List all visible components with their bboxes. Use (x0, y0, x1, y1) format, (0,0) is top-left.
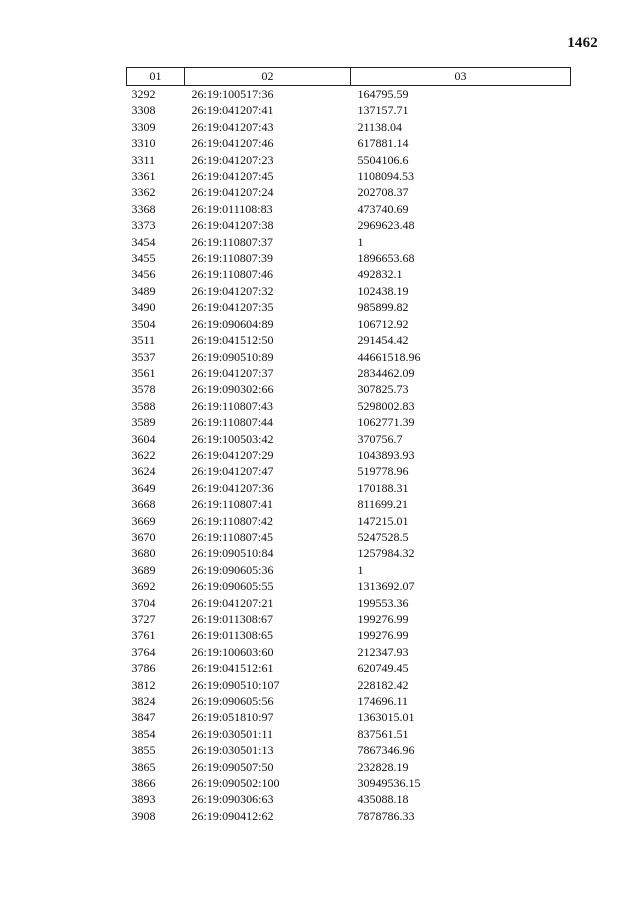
cell-value: 1257984.32 (357, 546, 415, 561)
cell-id: 3310 (131, 136, 156, 151)
cell-value: 519778.96 (357, 464, 409, 479)
cell-value: 811699.21 (357, 497, 409, 512)
cell-cadastral-number: 26:19:041207:41 (191, 103, 274, 118)
cell-id: 3624 (131, 464, 156, 479)
table-row (127, 742, 571, 758)
table-row (127, 677, 571, 693)
cell-id: 3489 (131, 283, 156, 298)
table-row (127, 726, 571, 742)
cell-value: 617881.14 (357, 136, 409, 151)
column-header-01: 01 (127, 68, 185, 86)
cell-value: 1313692.07 (357, 579, 415, 594)
table-row (127, 595, 571, 611)
cell-cadastral-number: 26:19:041207:46 (191, 136, 274, 151)
table-row (127, 86, 571, 103)
cell-cadastral-number: 26:19:041207:32 (191, 283, 274, 298)
cell-cadastral-number: 26:19:041207:38 (191, 218, 274, 233)
cell-id: 3670 (131, 529, 156, 544)
cell-id: 3361 (131, 169, 156, 184)
table-row (127, 299, 571, 315)
cell-value: 1896653.68 (357, 251, 415, 266)
cell-cadastral-number: 26:19:041207:47 (191, 464, 274, 479)
cell-value: 30949536.15 (357, 776, 421, 791)
table-body (127, 86, 571, 825)
data-table (126, 67, 571, 824)
cell-value: 2969623.48 (357, 218, 415, 233)
table-row (127, 791, 571, 807)
table-row (127, 168, 571, 184)
cell-value: 232828.19 (357, 759, 409, 774)
table-row (127, 152, 571, 168)
cell-id: 3292 (131, 87, 156, 101)
cell-cadastral-number: 26:19:090605:56 (191, 694, 274, 709)
table-row (127, 381, 571, 397)
cell-value: 291454.42 (357, 333, 409, 348)
cell-cadastral-number: 26:19:011108:83 (191, 201, 273, 216)
table-row (127, 513, 571, 529)
cell-id: 3504 (131, 316, 156, 331)
cell-cadastral-number: 26:19:041207:43 (191, 119, 274, 134)
table-row (127, 808, 571, 824)
cell-cadastral-number: 26:19:110807:46 (191, 267, 274, 282)
cell-value: 5504106.6 (357, 152, 409, 167)
cell-cadastral-number: 26:19:090605:36 (191, 562, 274, 577)
column-header-02: 02 (185, 68, 351, 86)
cell-id: 3812 (131, 677, 156, 692)
cell-id: 3727 (131, 612, 156, 626)
cell-value: 1 (357, 562, 364, 577)
cell-value: 170188.31 (357, 480, 409, 495)
cell-cadastral-number: 26:19:011308:65 (191, 628, 274, 643)
cell-cadastral-number: 26:19:110807:39 (191, 251, 274, 266)
cell-id: 3866 (131, 776, 156, 791)
cell-value: 492832.1 (357, 267, 403, 282)
table-row (127, 627, 571, 643)
cell-value: 1 (357, 234, 364, 249)
cell-id: 3455 (131, 251, 156, 266)
cell-id: 3589 (131, 415, 156, 430)
cell-value: 147215.01 (357, 513, 409, 528)
cell-cadastral-number: 26:19:041207:24 (191, 185, 274, 200)
cell-cadastral-number: 26:19:011308:67 (191, 612, 274, 626)
cell-id: 3456 (131, 267, 156, 282)
cell-id: 3308 (131, 103, 156, 118)
cell-value: 985899.82 (357, 300, 409, 315)
table-row (127, 201, 571, 217)
cell-value: 5298002.83 (357, 398, 415, 413)
cell-cadastral-number: 26:19:110807:41 (191, 497, 274, 512)
cell-cadastral-number: 26:19:041512:61 (191, 661, 274, 676)
cell-cadastral-number: 26:19:090604:89 (191, 316, 274, 331)
cell-id: 3309 (131, 119, 156, 134)
cell-id: 3454 (131, 234, 156, 249)
cell-value: 473740.69 (357, 201, 409, 216)
cell-value: 44661518.96 (357, 349, 421, 364)
cell-value: 1043893.93 (357, 447, 415, 462)
cell-id: 3362 (131, 185, 156, 200)
cell-cadastral-number: 26:19:090510:84 (191, 546, 274, 561)
table-row (127, 184, 571, 200)
cell-value: 199553.36 (357, 595, 409, 610)
table-row (127, 759, 571, 775)
cell-id: 3855 (131, 743, 156, 758)
cell-value: 212347.93 (357, 644, 409, 659)
cell-id: 3893 (131, 792, 156, 807)
cell-id: 3588 (131, 398, 156, 413)
cell-cadastral-number: 26:19:110807:43 (191, 398, 274, 413)
cell-cadastral-number: 26:19:110807:42 (191, 513, 274, 528)
cell-id: 3622 (131, 447, 156, 462)
cell-value: 164795.59 (357, 87, 409, 101)
cell-id: 3604 (131, 431, 156, 446)
cell-cadastral-number: 26:19:041207:29 (191, 447, 274, 462)
table-row (127, 693, 571, 709)
table-header-row (127, 68, 571, 86)
cell-id: 3669 (131, 513, 156, 528)
table-row (127, 365, 571, 381)
cell-cadastral-number: 26:19:090412:62 (191, 808, 274, 823)
cell-id: 3490 (131, 300, 156, 315)
cell-id: 3537 (131, 349, 156, 364)
table-row (127, 611, 571, 627)
cell-cadastral-number: 26:19:030501:11 (191, 726, 274, 741)
cell-cadastral-number: 26:19:030501:13 (191, 743, 274, 758)
cell-value: 202708.37 (357, 185, 409, 200)
table-row (127, 644, 571, 660)
cell-id: 3824 (131, 694, 156, 709)
cell-cadastral-number: 26:19:051810:97 (191, 710, 274, 725)
cell-cadastral-number: 26:19:090306:63 (191, 792, 274, 807)
cell-value: 620749.45 (357, 661, 409, 676)
cell-value: 2834462.09 (357, 365, 415, 380)
cell-cadastral-number: 26:19:041207:36 (191, 480, 274, 495)
table-row (127, 283, 571, 299)
cell-id: 3368 (131, 201, 156, 216)
cell-value: 837561.51 (357, 726, 409, 741)
table-row (127, 660, 571, 676)
cell-value: 21138.04 (357, 119, 403, 134)
cell-id: 3761 (131, 628, 156, 643)
cell-id: 3668 (131, 497, 156, 512)
cell-value: 7867346.96 (357, 743, 415, 758)
table-row (127, 447, 571, 463)
cell-value: 137157.71 (357, 103, 409, 118)
cell-value: 174696.11 (357, 694, 409, 709)
table-row (127, 250, 571, 266)
table-row (127, 529, 571, 545)
cell-cadastral-number: 26:19:110807:45 (191, 529, 274, 544)
cell-id: 3578 (131, 382, 156, 397)
cell-id: 3908 (131, 808, 156, 823)
cell-cadastral-number: 26:19:090507:50 (191, 759, 274, 774)
cell-cadastral-number: 26:19:041207:21 (191, 595, 274, 610)
cell-value: 1363015.01 (357, 710, 415, 725)
table-row (127, 135, 571, 151)
table-row (127, 349, 571, 365)
cell-cadastral-number: 26:19:110807:37 (191, 234, 274, 249)
cell-id: 3680 (131, 546, 156, 561)
cell-value: 199276.99 (357, 628, 409, 643)
cell-value: 307825.73 (357, 382, 409, 397)
cell-cadastral-number: 26:19:100503:42 (191, 431, 274, 446)
table-row (127, 414, 571, 430)
table-row (127, 463, 571, 479)
cell-value: 1062771.39 (357, 415, 415, 430)
table-row (127, 496, 571, 512)
table-row (127, 102, 571, 118)
cell-id: 3854 (131, 726, 156, 741)
table-row (127, 775, 571, 791)
table-row (127, 119, 571, 135)
table-row (127, 545, 571, 561)
cell-cadastral-number: 26:19:090302:66 (191, 382, 274, 397)
cell-id: 3847 (131, 710, 156, 725)
table-row (127, 562, 571, 578)
column-header-03: 03 (351, 68, 571, 86)
table-row (127, 480, 571, 496)
cell-id: 3786 (131, 661, 156, 676)
cell-id: 3692 (131, 579, 156, 594)
cell-id: 3511 (131, 333, 156, 348)
table-header (127, 68, 571, 86)
cell-id: 3865 (131, 759, 156, 774)
cell-id: 3311 (131, 152, 156, 167)
cell-value: 370756.7 (357, 431, 403, 446)
cell-value: 7878786.33 (357, 808, 415, 823)
cell-value: 435088.18 (357, 792, 409, 807)
cell-cadastral-number: 26:19:041512:50 (191, 333, 274, 348)
table-row (127, 316, 571, 332)
cell-id: 3561 (131, 365, 156, 380)
cell-cadastral-number: 26:19:100603:60 (191, 644, 274, 659)
cell-id: 3764 (131, 644, 156, 659)
cell-cadastral-number: 26:19:110807:44 (191, 415, 274, 430)
cell-value: 1108094.53 (357, 169, 415, 184)
cell-value: 228182.42 (357, 677, 409, 692)
cell-cadastral-number: 26:19:100517:36 (191, 87, 274, 101)
table-row (127, 234, 571, 250)
table-row (127, 578, 571, 594)
cell-cadastral-number: 26:19:090510:107 (191, 677, 280, 692)
cell-value: 199276.99 (357, 612, 409, 626)
cell-value: 102438.19 (357, 283, 409, 298)
cell-id: 3704 (131, 595, 156, 610)
cell-cadastral-number: 26:19:090510:89 (191, 349, 274, 364)
cell-cadastral-number: 26:19:041207:37 (191, 365, 274, 380)
cell-cadastral-number: 26:19:041207:45 (191, 169, 274, 184)
cell-cadastral-number: 26:19:090605:55 (191, 579, 274, 594)
table-row (127, 398, 571, 414)
cell-value: 5247528.5 (357, 529, 409, 544)
table-row (127, 217, 571, 233)
table-row (127, 266, 571, 282)
page-number: 1462 (567, 35, 598, 51)
cell-cadastral-number: 26:19:090502:100 (191, 776, 280, 791)
table-row (127, 709, 571, 725)
table-row (127, 431, 571, 447)
cell-cadastral-number: 26:19:041207:35 (191, 300, 274, 315)
cell-id: 3649 (131, 480, 156, 495)
table-row (127, 332, 571, 348)
cell-cadastral-number: 26:19:041207:23 (191, 152, 274, 167)
cell-value: 106712.92 (357, 316, 409, 331)
cell-id: 3689 (131, 562, 156, 577)
data-table-container (126, 67, 570, 824)
cell-id: 3373 (131, 218, 156, 233)
